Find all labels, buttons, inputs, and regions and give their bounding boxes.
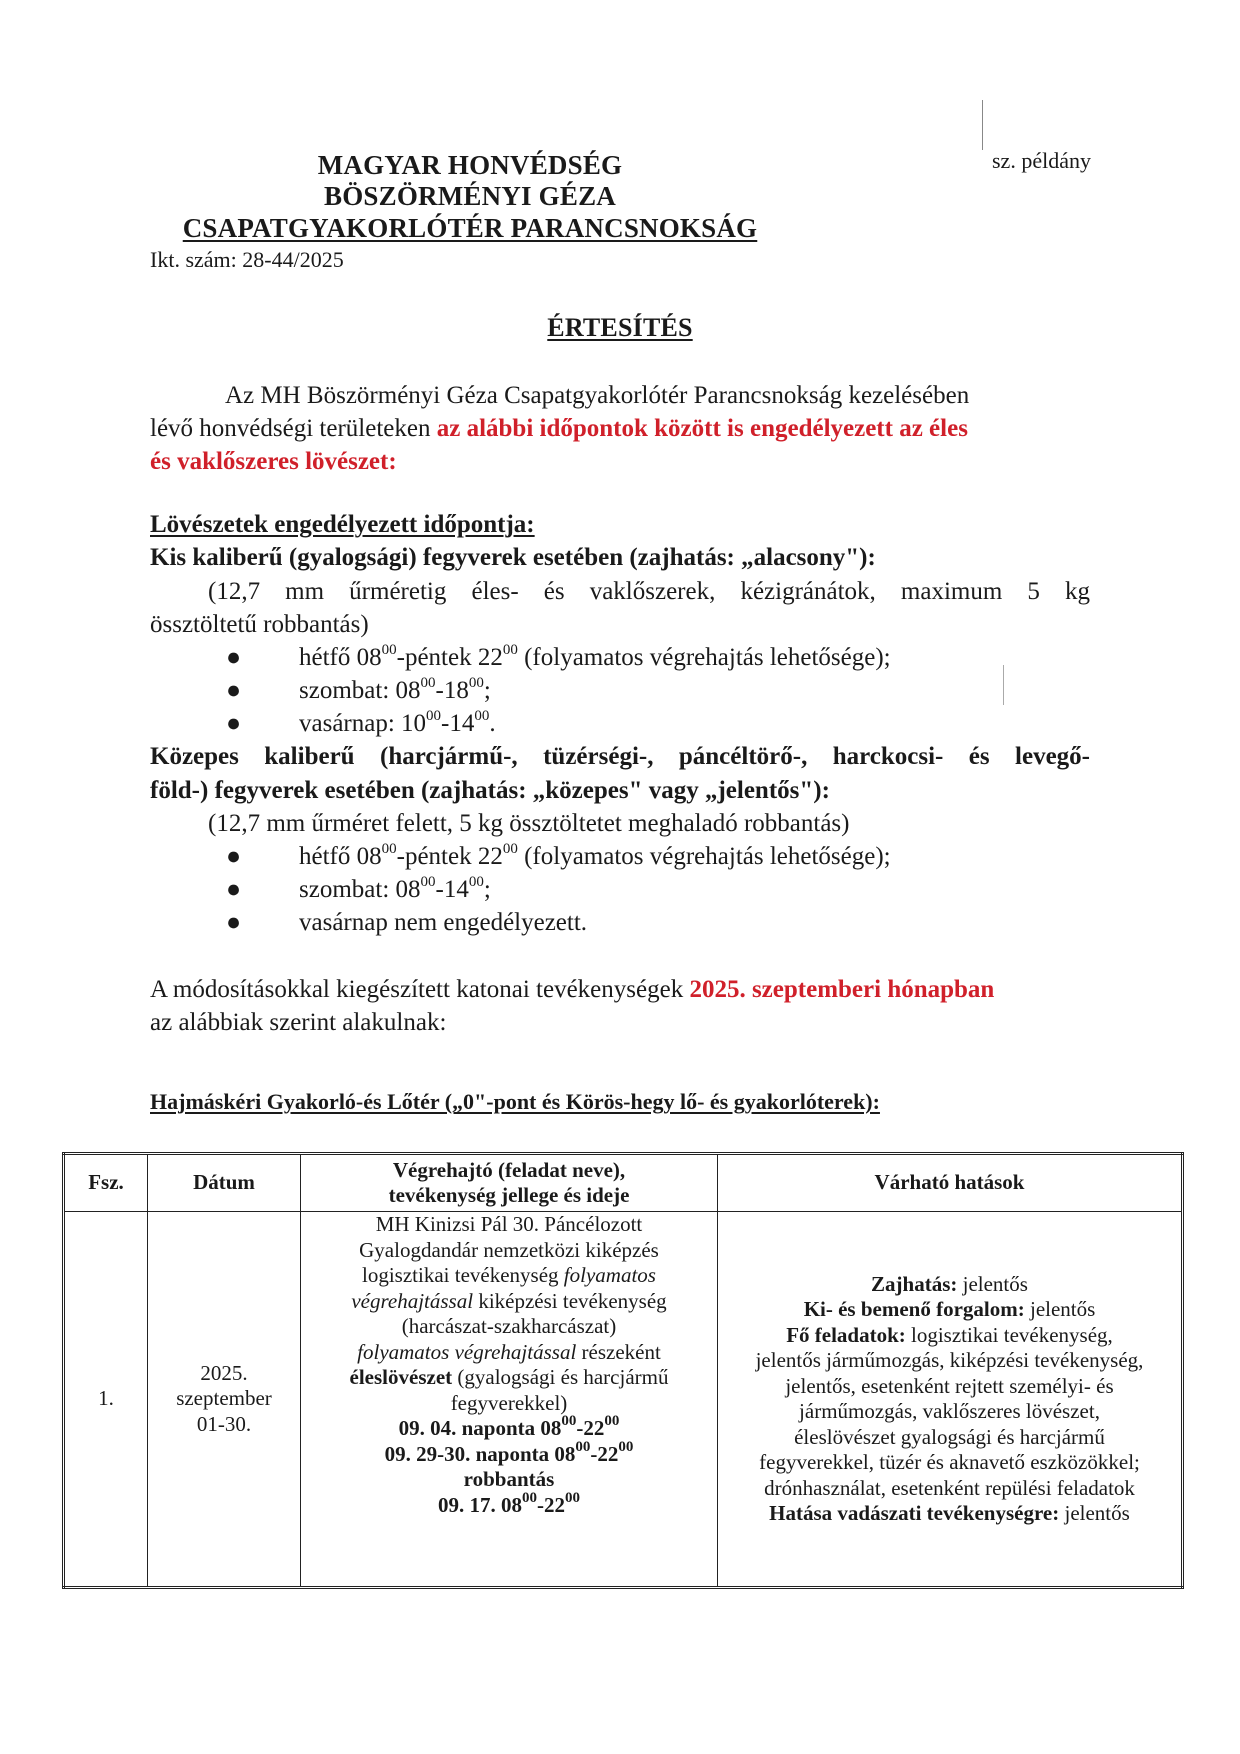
effect-label: Ki- és bemenő forgalom: (803, 1297, 1025, 1321)
effect-value: logisztikai tevékenység, (905, 1322, 1113, 1347)
time-text: ; (483, 677, 491, 704)
org-name-line1: MAGYAR HONVÉDSÉG (317, 150, 623, 180)
table-header-row (64, 1154, 1183, 1212)
time-text: -péntek 22 (396, 843, 503, 870)
monthly-line2: az alábbiak szerint alakulnak: (150, 1009, 447, 1036)
monthly-line1-plain: A módosításokkal kiegészített katonai tevékenységek (150, 976, 690, 1003)
bullet-icon: ● (226, 909, 242, 936)
effect-value: jelentős (1024, 1297, 1096, 1321)
org-name-line3: CSAPATGYAKORLÓTÉR PARANCSNOKSÁG (182, 213, 758, 243)
effect-value: jelentős (1059, 1501, 1130, 1525)
time-sup: 00 (468, 674, 484, 691)
time-text: . (489, 710, 496, 737)
time-text: -14 (441, 710, 475, 737)
time-text: ; (483, 876, 491, 903)
time-slot-1: 09. 04. naponta $08^{00}-22^{00}$ (398, 1413, 620, 1440)
bullet-icon: ● (226, 644, 242, 671)
intro-line3-highlight: és vaklőszeres lövészet: (150, 448, 397, 475)
intro-line2-highlight: az alábbi időpontok között is engedélyezett az éles (436, 415, 968, 442)
intro-line2-plain: lévő honvédségi területeken (150, 415, 437, 442)
executor-text: (gyalogsági és harcjármű (452, 1365, 669, 1389)
time-text: hétfő 08 (299, 644, 382, 671)
activity-table (62, 1152, 1184, 1589)
medium-caliber-note: (12,7 mm űrméret felett, 5 kg össztöltetet meghaladó robbantás) (208, 810, 850, 837)
scan-mark (1003, 665, 1004, 705)
time-text: vasárnap: 10 (299, 710, 427, 737)
effect-label: Zajhatás: (871, 1271, 958, 1296)
bullet-icon: ● (226, 710, 242, 737)
copy-label: sz. példány (992, 148, 1091, 173)
time-text: -péntek 22 (396, 644, 503, 671)
executor-italic: folyamatos végrehajtással (357, 1339, 577, 1364)
time-sup: 00 (420, 873, 436, 890)
effect-label: Fő feladatok: (786, 1322, 906, 1347)
executor-bold: éleslövészet (349, 1365, 453, 1389)
bullet-icon: ● (226, 843, 242, 870)
cell-date (148, 1212, 301, 1588)
effect-value: járműmozgás, vaklőszeres lövészet, (799, 1399, 1100, 1423)
column-header-date: Dátum (148, 1154, 301, 1212)
intro-paragraph (150, 379, 1090, 478)
scan-mark (982, 100, 983, 150)
time-text: -18 (435, 677, 469, 704)
executor-text: részeként (576, 1339, 661, 1364)
small-caliber-note-line1: (12,7 mm űrméretig éles- és vaklőszerek, kézigránátok, maximum 5 kg (208, 578, 1090, 605)
executor-text: kiképzési tevékenység (473, 1288, 667, 1313)
site-heading: Hajmáskéri Gyakorló-és Lőtér („0"-pont és Körös-hegy lő- és gyakorlóterek): (150, 1089, 880, 1114)
time-text: (folyamatos végrehajtás lehetősége); (517, 843, 891, 870)
date-text: 01-30. (196, 1411, 252, 1436)
org-name-line2: BÖSZÖRMÉNYI GÉZA (324, 181, 616, 211)
time-slot-3: 09. 17. $08^{00}-22^{00}$ (438, 1489, 580, 1517)
cell-executor (301, 1212, 718, 1588)
effect-label: Hatása vadászati tevékenységre: (769, 1501, 1060, 1525)
executor-text: Gyalogdandár nemzetközi kiképzés (359, 1237, 659, 1262)
header-text: Végrehajtó (feladat neve), (392, 1157, 626, 1182)
time-text: hétfő 08 (299, 843, 382, 870)
column-header-executor (301, 1154, 718, 1212)
time-sup: 00 (381, 641, 397, 658)
time-text: szombat: 08 (299, 677, 421, 704)
header-text: tevékenység jellege és ideje (388, 1183, 630, 1207)
effect-value: jelentős járműmozgás, kiképzési tevékenység, (755, 1348, 1144, 1372)
intro-line1: Az MH Böszörményi Géza Csapatgyakorlótér Parancsnokság kezelésében (225, 382, 970, 409)
time-text: -14 (435, 876, 469, 903)
blasting-label: robbantás (463, 1467, 555, 1491)
effect-value: fegyverekkel, tüzér és aknavető eszközökkel; (759, 1450, 1140, 1474)
executor-text: fegyverekkel) (450, 1390, 568, 1415)
executor-text: MH Kinizsi Pál 30. Páncélozott (375, 1212, 643, 1236)
reference-number: Ikt. szám: 28-44/2025 (150, 247, 344, 272)
effect-value: drónhasználat, esetenként repülési feladatok (764, 1475, 1135, 1500)
time-sup: 00 (502, 840, 518, 857)
effect-value: jelentős (957, 1271, 1028, 1296)
monthly-line1-highlight: 2025. szeptemberi hónapban (689, 976, 995, 1003)
table-row (64, 1212, 1183, 1588)
executor-italic: folyamatos (563, 1263, 656, 1287)
monthly-paragraph (150, 973, 1090, 1039)
date-text: 2025. (200, 1360, 248, 1385)
cell-effects (718, 1212, 1183, 1588)
time-slot-2: 09. 29-30. naponta $08^{00}-22^{00}$ (384, 1438, 634, 1466)
time-text: vasárnap nem engedélyezett. (299, 909, 588, 936)
time-sup: 00 (474, 707, 490, 724)
column-header-effects: Várható hatások (718, 1154, 1183, 1212)
time-text: szombat: 08 (299, 876, 421, 903)
document-title: ÉRTESÍTÉS (547, 313, 693, 342)
bullet-icon: ● (226, 677, 242, 704)
date-text: szeptember (176, 1386, 272, 1411)
time-sup: 00 (420, 674, 436, 691)
time-sup: 00 (468, 873, 484, 890)
time-text: (folyamatos végrehajtás lehetősége); (517, 644, 891, 671)
schedule-heading: Lövészetek engedélyezett időpontja: (150, 511, 535, 538)
executor-italic: végrehajtással (351, 1288, 474, 1313)
time-sup: 00 (426, 707, 442, 724)
cell-fsz: 1. (64, 1212, 148, 1588)
time-sup: 00 (381, 840, 397, 857)
medium-caliber-heading-line2: föld-) fegyverek esetében (zajhatás: „közepes" vagy „jelentős"): (150, 777, 830, 804)
executor-text: logisztikai tevékenység (362, 1263, 564, 1287)
executor-text: (harcászat-szakharcászat) (401, 1314, 617, 1338)
effect-value: éleslövészet gyalogsági és harcjármű (794, 1424, 1105, 1449)
bullet-icon: ● (226, 876, 242, 903)
time-sup: 00 (502, 641, 518, 658)
small-caliber-note-line2: össztöltetű robbantás) (150, 611, 369, 638)
column-header-fsz: Fsz. (64, 1154, 148, 1212)
medium-caliber-heading-line1: Közepes kaliberű (harcjármű-, tüzérségi-, páncéltörő-, harckocsi- és levegő- (150, 743, 1090, 770)
effect-value: jelentős, esetenként rejtett személyi- és (785, 1373, 1114, 1398)
small-caliber-heading: Kis kaliberű (gyalogsági) fegyverek esetében (zajhatás: „alacsony"): (150, 544, 876, 571)
